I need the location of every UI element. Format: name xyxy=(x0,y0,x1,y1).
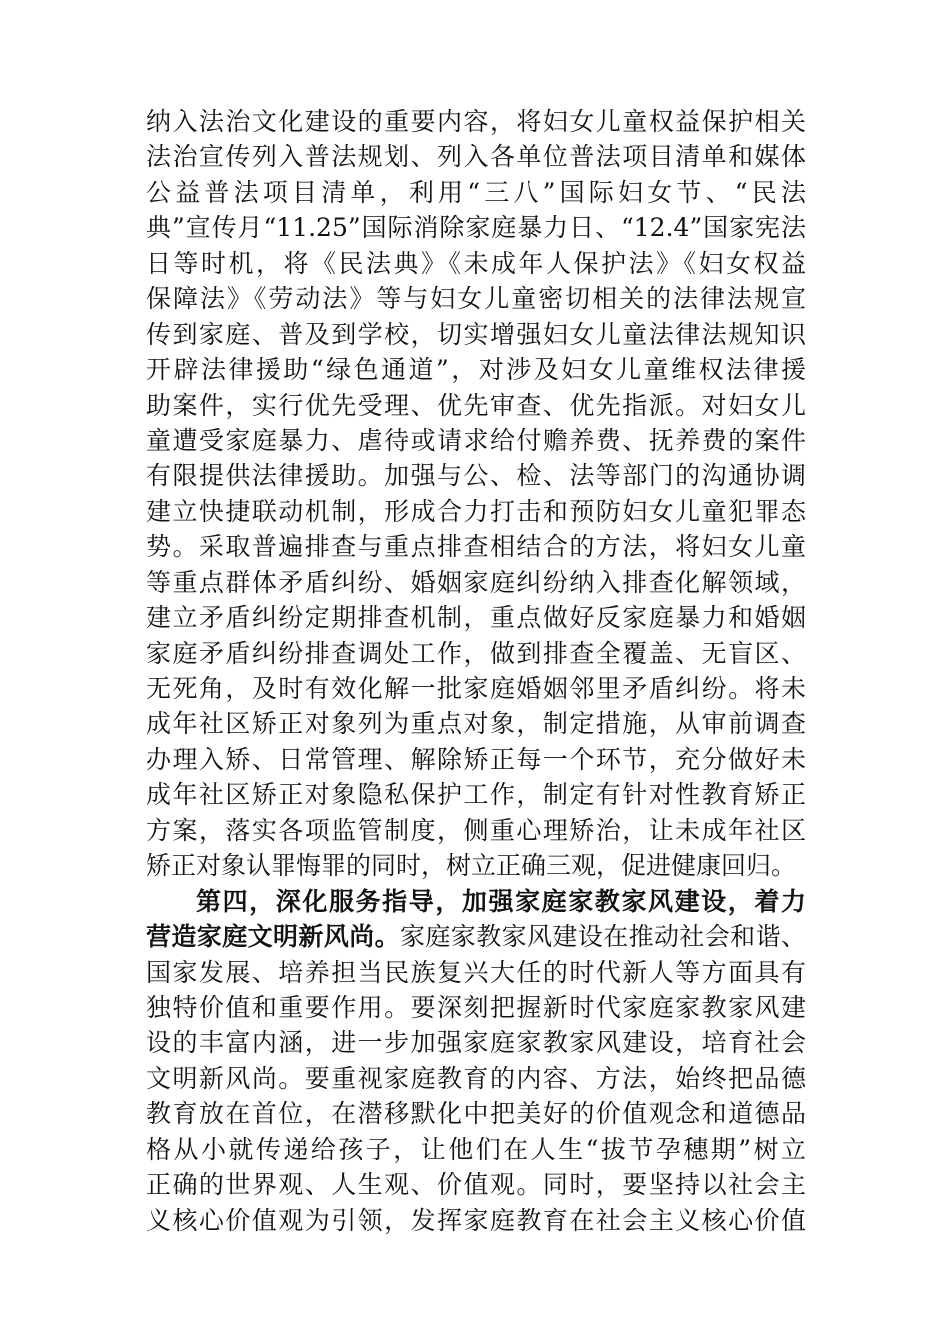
text-line: 成年社区矫正对象列为重点对象，制定措施，从审前调查 xyxy=(146,709,806,739)
text-line: 纳入法治文化建设的重要内容，将妇女儿童权益保护相关 xyxy=(146,107,806,136)
text-line: 国家发展、培养担当民族复兴大任的时代新人等方面具有 xyxy=(146,957,806,987)
text-line: 日等时机，将《民法典》《未成年人保护法》《妇女权益 xyxy=(146,248,806,278)
text-line: 办理入矫、日常管理、解除矫正每一个环节，充分做好未 xyxy=(146,744,806,774)
text-line: 家庭矛盾纠纷排查调处工作，做到排查全覆盖、无盲区、 xyxy=(146,638,806,668)
section-body-text: 家庭家教家风建设在推动社会和谐、 xyxy=(400,922,806,952)
paragraph-legal-protection xyxy=(146,104,806,884)
text-line: 义核心价值观为引领，发挥家庭教育在社会主义核心价值 xyxy=(146,1205,806,1235)
text-line: 等重点群体矛盾纠纷、婚姻家庭纠纷纳入排查化解领域， xyxy=(146,567,806,597)
paragraph-2-lines xyxy=(146,955,806,1239)
text-line: 无死角，及时有效化解一批家庭婚姻邻里矛盾纠纷。将未 xyxy=(146,674,806,703)
text-line: 保障法》《劳动法》等与妇女儿童密切相关的法律法规宣 xyxy=(146,284,806,314)
section-heading-line-1: 第四，深化服务指导，加强家庭家教家风建设，着力 xyxy=(196,886,806,916)
text-line: 矫正对象认罪悔罪的同时，树立正确三观，促进健康回归。 xyxy=(146,851,797,881)
text-line: 公益普法项目清单，利用“三八”国际妇女节、“民法 xyxy=(146,177,806,207)
text-line: 传到家庭、普及到学校，切实增强妇女儿童法律法规知识 xyxy=(146,319,806,349)
text-line: 建立快捷联动机制，形成合力打击和预防妇女儿童犯罪态 xyxy=(146,496,806,526)
text-line: 方案，落实各项监管制度，侧重心理矫治，让未成年社区 xyxy=(146,815,806,845)
text-line: 设的丰富内涵，进一步加强家庭家教家风建设，培育社会 xyxy=(146,1028,806,1058)
text-line: 独特价值和重要作用。要深刻把握新时代家庭家教家风建 xyxy=(146,992,806,1022)
text-line: 有限提供法律援助。加强与公、检、法等部门的沟通协调 xyxy=(146,461,806,491)
text-line: 势。采取普遍排查与重点排查相结合的方法，将妇女儿童 xyxy=(146,532,806,562)
section-heading-line-2 xyxy=(146,919,806,954)
text-line: 童遭受家庭暴力、虐待或请求给付赡养费、抚养费的案件 xyxy=(146,425,806,455)
text-line: 成年社区矫正对象隐私保护工作，制定有针对性教育矫正 xyxy=(146,780,806,810)
paragraph-family-education xyxy=(146,884,806,1238)
text-line: 建立矛盾纠纷定期排查机制，重点做好反家庭暴力和婚姻 xyxy=(146,603,806,633)
text-line: 开辟法律援助“绿色通道”，对涉及妇女儿童维权法律援 xyxy=(146,355,806,385)
text-line: 法治宣传列入普法规划、列入各单位普法项目清单和媒体 xyxy=(146,142,806,172)
document-body xyxy=(146,104,806,1238)
text-line: 助案件，实行优先受理、优先审查、优先指派。对妇女儿 xyxy=(146,390,806,420)
text-line: 文明新风尚。要重视家庭教育的内容、方法，始终把品德 xyxy=(146,1063,806,1093)
section-heading-bold-text: 营造家庭文明新风尚。 xyxy=(146,922,400,952)
text-line: 正确的世界观、人生观、价值观。同时，要坚持以社会主 xyxy=(146,1170,806,1200)
text-line: 典”宣传月“11.25”国际消除家庭暴力日、“12.4”国家宪法 xyxy=(146,213,806,243)
text-line: 教育放在首位，在潜移默化中把美好的价值观念和道德品 xyxy=(146,1099,806,1129)
text-line: 格从小就传递给孩子，让他们在人生“拔节孕穗期”树立 xyxy=(146,1134,806,1164)
